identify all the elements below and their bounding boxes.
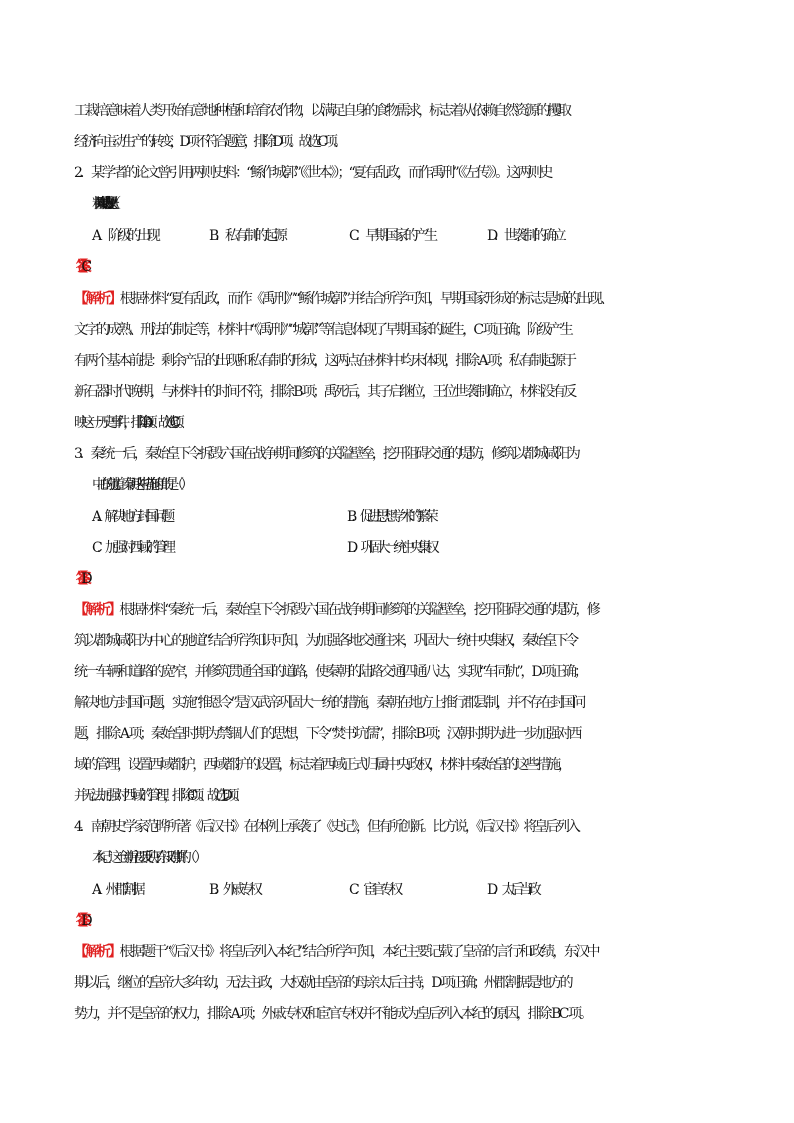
question-2-options <box>92 221 794 252</box>
text-line: 经济向主动生产的转变，D 项不符合题意，排除 D 项。故选 C 项。 <box>74 134 343 150</box>
option-c: C．加强对西域的管理 <box>92 540 171 556</box>
explanation-line: 解决地方封国问题，实施“推恩令”是汉武帝巩固大一统的措施，秦朝在地方上推行郡县制，并不存在封国问 <box>74 695 584 711</box>
question-3-stem: 3．秦统一后，秦始皇下令拆毁六国在战争期间修筑的关隘壁垒，挖开阻碍交通的堤防，修筑以都城咸阳为 <box>74 446 578 462</box>
question-2-stem-cont: 料共同反映的历史现象是（ ） <box>92 196 112 212</box>
option-b: B．外戚专权 <box>209 882 258 898</box>
question-3-stem-cont: 中心的驰道。秦朝这些措施的目的是（ ） <box>92 477 185 493</box>
question-4-stem: 4．南朝史学家范晔所著《后汉书》在体例上承袭了《史记》，但有所创新。比方说，《后汉书》将皇后列入 <box>74 819 578 835</box>
explanation-text: 根据材料“秦统一后，秦始皇下令拆毁六国在战争期间修筑的关隘壁垒，挖开阻碍交通的堤防，修 <box>119 602 599 618</box>
explanation-line: 并无法加强对西域的管理，排除 C 项。故选 D 项。 <box>74 788 242 804</box>
text-line: 工栽培意味着人类开始有意地种植和培育农作物，以满足自身的食物需求，标志着从依赖自然资源的攫取 <box>74 103 569 119</box>
explanation-line: 筑以都城咸阳为中心的驰道”结合所学知识可知，为加强各地交通往来，巩固大一统中央集权，秦始皇下令 <box>74 633 576 649</box>
option-a: A．阶级的出现 <box>92 228 157 244</box>
option-c: C．宦官专权 <box>349 882 398 898</box>
explanation-line <box>74 595 794 626</box>
answer-label: 【答案】 <box>74 913 82 929</box>
explanation-line: 文字的成熟、刑法的制定等，材料中“《禹刑》”“城郭”等信息体现了早期国家的诞生，C 项正确；阶级产生 <box>74 322 571 338</box>
question-3-options-row1 <box>92 502 794 533</box>
explanation-text: 根据材料“夏有乱政，而作《禹刑》”“鲧作城郭”并结合所学可知，早期国家形成的标志是城的出现、 <box>119 291 612 307</box>
option-a: A．解决地方封国问题 <box>92 509 170 525</box>
explanation-line: 域的管理，设置西域都护，西域都护的设置，标志着西域正式归属中央政权，材料中秦始皇的这些措施， <box>74 757 569 773</box>
option-d: D．世袭制的确立 <box>487 228 563 244</box>
explanation-line: 有两个基本前提：剩余产品的出现和私有制的形成，这两点在材料中均未体现，排除 A 项；私有制起源于 <box>74 353 574 369</box>
question-4-stem-cont: 本纪。这一创新主要反映了东汉时期的（ ） <box>92 850 200 866</box>
explanation-line: 期以后，继位的皇帝大多年幼，无法主政，大权就由皇帝的母亲太后主持，D 项正确；州郡割据是地方的 <box>74 975 571 991</box>
explanation-line: 新石器时代晚期，与材料中的时间不符，排除 B 项；禹死后，其子启继位，王位世袭制确立，材料没有反 <box>74 384 575 400</box>
option-d: D．太后当政 <box>487 882 537 898</box>
explanation-label: 【解析】 <box>74 944 120 960</box>
option-c: C．早期国家的产生 <box>349 228 434 244</box>
option-b: B．私有制的起源 <box>209 228 284 244</box>
explanation-line: 势力，并不是皇帝的权力，排除 A 项；外戚专权和宦官专权并不能成为皇后列入本纪的原因，排除 BC 项。 <box>74 1006 591 1022</box>
explanation-line <box>74 937 794 968</box>
explanation-line: 统一车辆和道路的宽窄，并修筑贯通全国的道路，使秦朝的陆路交通四通八达，实现“车同轨”，D 项正确； <box>74 664 585 680</box>
question-3-options-row2 <box>92 533 794 564</box>
explanation-label: 【解析】 <box>74 291 120 307</box>
explanation-label: 【解析】 <box>74 602 120 618</box>
answer-line <box>74 252 794 283</box>
option-b: B．促进思想学术的繁荣 <box>347 509 433 525</box>
option-d: D．巩固大一统中央集权 <box>347 540 434 556</box>
explanation-line <box>74 284 794 315</box>
option-a: A．州郡割据 <box>92 882 141 898</box>
answer-label: 【答案】 <box>74 571 82 587</box>
answer-label: 【答案】 <box>74 259 82 275</box>
question-2-stem: 2．某学者的论文曾引用两则史料：“鲧作城郭”（《世本》）；“夏有乱政，而作禹刑”（《左传》）。这两则史 <box>74 165 551 181</box>
question-4-options <box>92 875 794 906</box>
explanation-line: 题，排除 A 项；秦始皇时期为禁锢人们的思想，下令“焚书坑儒”，排除 B 项；汉朝时期为进一步加强对西 <box>74 726 580 742</box>
answer-line <box>74 564 794 595</box>
answer-line <box>74 906 794 937</box>
explanation-text: 根据题干“《后汉书》将皇后列入本纪”结合所学可知，本纪主要记载了皇帝的言行和政绩，东汉中 <box>119 944 598 960</box>
explanation-line: 映这一历史事件，排除 D 项。故选 C 项。 <box>74 415 185 431</box>
